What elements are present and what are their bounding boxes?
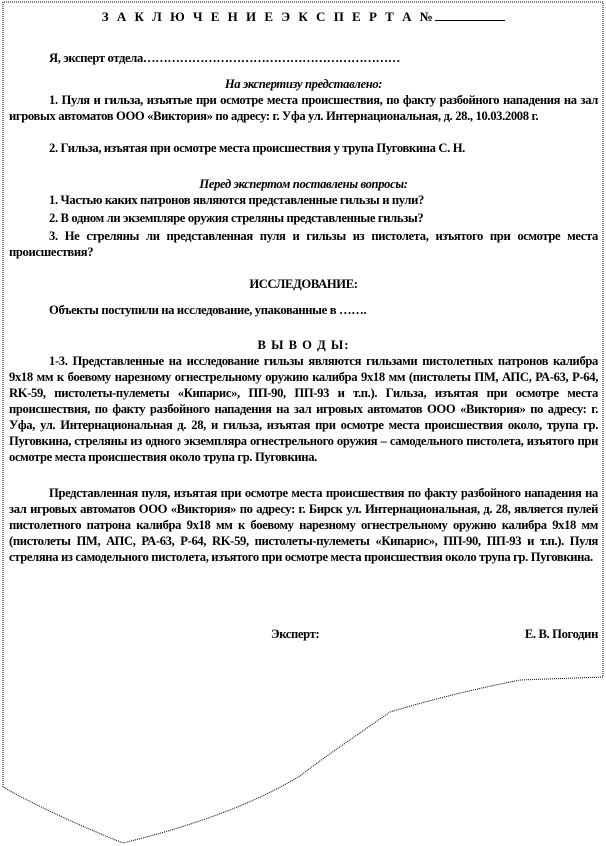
question-item: 1. Частью каких патронов являются представленные гильзы и пули? [49, 193, 425, 207]
signature-line [9, 626, 598, 642]
research-heading: ИССЛЕДОВАНИЕ: [249, 277, 358, 291]
conclusion-paragraph: Представленная пуля, изъятая при осмотре места происшествия по факту разбойного нападения на зал игровых автоматов ООО «Виктория» по адресу: г. Бирск ул. Интернациональная, д. 28, является пулей пистолетного патрона калибра 9х18 мм к боевому нарезному огнестрельному оружию калибра 9х18 мм (пистолеты ПМ, АПС, РА-63, Р-64, RK-59, пистолеты-пулеметы «Кипарис», ПП-90, ПП-93 и т.п.). Пуля стреляна из самодельного пистолета, изъятого при осмотре места происшествия около трупа гр. Пуговкина. [9, 486, 598, 564]
question-item: 2. В одном ли экземпляре оружия стреляны представленные гильзы? [49, 211, 424, 225]
question-item: 3. Не стреляны ли представленная пуля и гильзы из пистолета, изъятого при осмотре места происшествия? [9, 229, 598, 259]
document-title: З А К Л Ю Ч Е Н И Е Э К С П Е Р Т А № [9, 8, 598, 25]
submitted-item: 2. Гильза, изъятая при осмотре места происшествия у трупа Пуговкина С. Н. [49, 141, 465, 155]
questions-heading: Перед экспертом поставлены вопросы: [199, 177, 408, 191]
research-text: Объекты поступили на исследование, упакованные в ……. [49, 303, 367, 317]
submitted-item: 1. Пуля и гильза, изъятые при осмотре места происшествия, по факту разбойного нападения на зал игровых автоматов ООО «Виктория» по адресу: г. Уфа ул. Интернациональная, д. 28., 10.03.2008 г. [9, 93, 598, 123]
intro-line: Я, эксперт отдела……………………………………………………… [49, 51, 401, 65]
submitted-heading: На экспертизу представлено: [224, 77, 383, 91]
number-blank [435, 8, 505, 21]
signature-name: Е. В. Погодин [524, 627, 598, 641]
conclusions-heading: В Ы В О Д Ы: [257, 338, 350, 352]
signature-label: Эксперт: [271, 627, 320, 641]
conclusion-paragraph: 1-3. Представленные на исследование гильзы являются гильзами пистолетных патронов калибра 9х18 мм к боевому нарезному огнестрельному оружию калибра 9х18 мм (пистолеты ПМ, АПС, РА-63, Р-64, RK-59, пистолеты-пулеметы «Кипарис», ПП-90, ПП-93 и т.п.). Гильза, изъятая при осмотре места происшествия, по факту разбойного нападения на зал игровых автоматов ООО «Виктория» по адресу: г. Уфа, ул. Интернациональная д. 28, и гильза, изъятая при осмотре места происшествия около, трупа гр. Пуговкина, стреляны из одного экземпляра огнестрельного оружия – самодельного пистолета, изъятого при осмотре места происшествия около трупа гр. Пуговкина. [9, 354, 598, 464]
